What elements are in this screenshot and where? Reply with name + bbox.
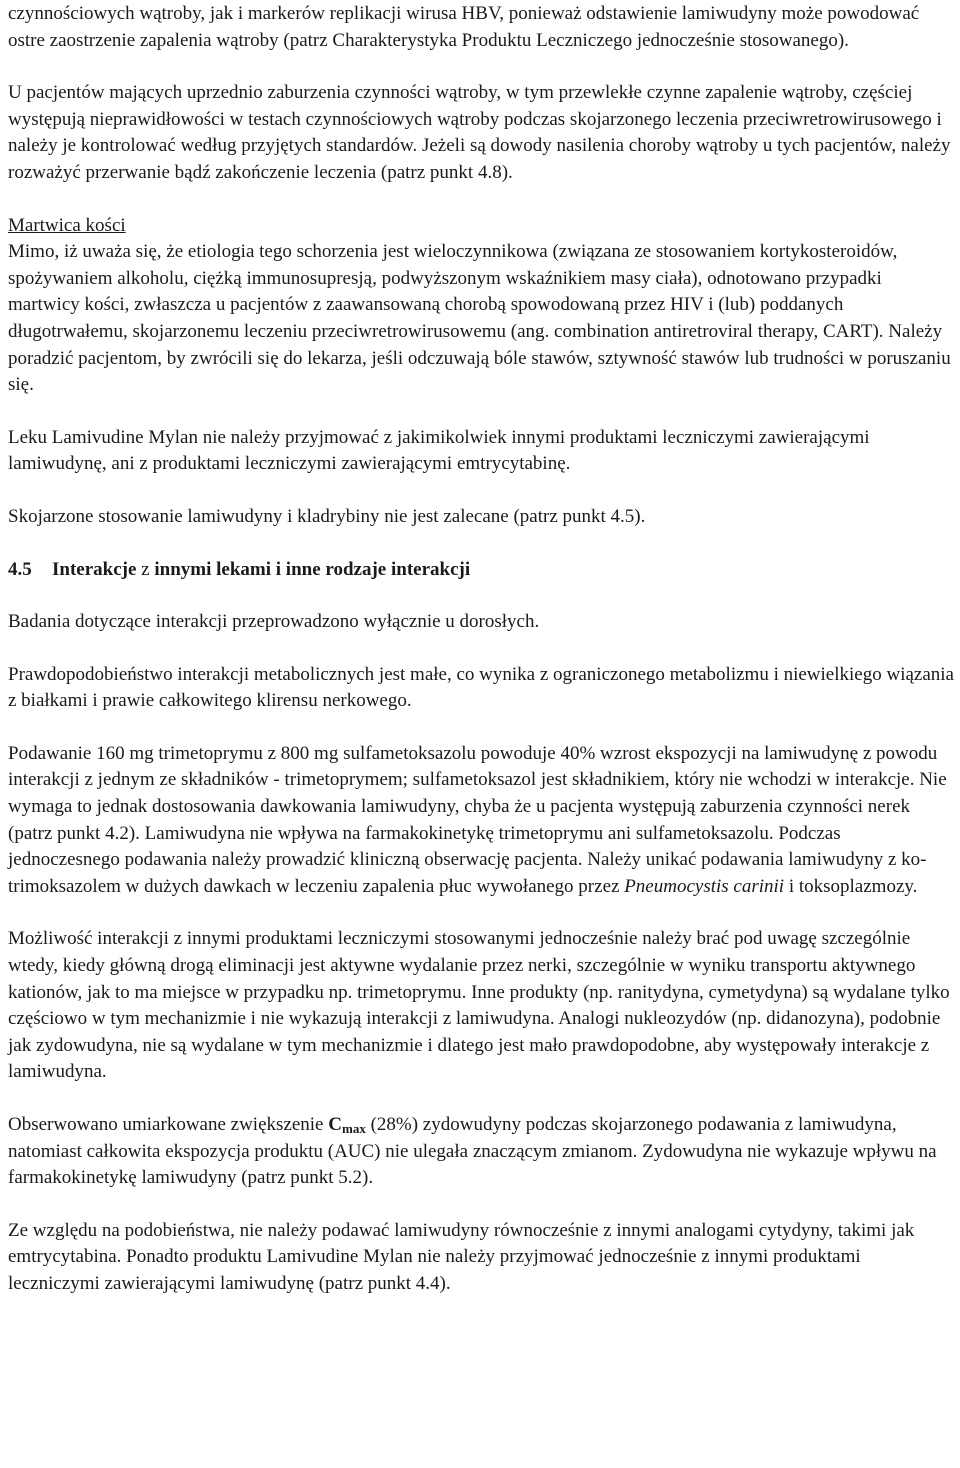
paragraph-cladribine: Skojarzone stosowanie lamiwudyny i kladrybiny nie jest zalecane (patrz punkt 4.5). [8, 505, 646, 527]
paragraph-metabolic-interactions: Prawdopodobieństwo interakcji metabolicznych jest małe, co wynika z ograniczonego metabolizmu i niewielkiego wiązania z białkami i prawie całkowitego klirensu nerkowego. [8, 663, 954, 712]
paragraph-no-combination-lamivudine: Leku Lamivudine Mylan nie należy przyjmować z jakimikolwiek innymi produktami leczniczymi zawierającymi lamiwudynę, ani z produktami leczniczymi zawierającymi emtrycytabinę. [8, 426, 870, 475]
paragraph-zidovudine-start: Obserwowano umiarkowane zwiększenie [8, 1114, 324, 1135]
section-number: 4.5 [8, 558, 32, 580]
paragraph-liver-dysfunction: U pacjentów mających uprzednio zaburzenia czynności wątroby, w tym przewlekłe czynne zapalenie wątroby, częściej występują nieprawidłowości w testach czynnościowych wątroby podczas skojarzonego leczenia przeciwretrowirusowego i należy je kontrolować według przyjętych standardów. Jeżeli są dowody nasilenia choroby wątroby u tych pacjentów, należy rozważyć przerwanie bądź zakończenie leczenia (patrz punkt 4.8). [8, 82, 951, 183]
pneumocystis-term: Pneumocystis carinii [624, 875, 785, 897]
paragraph-trimethoprim [8, 741, 956, 901]
section-heading-part-b: z [141, 558, 150, 580]
paragraph-zidovudine [8, 1112, 956, 1192]
paragraph-hbv-markers: czynnościowych wątroby, jak i markerów replikacji wirusa HBV, ponieważ odstawienie lamiwudyny może powodować ostre zaostrzenie zapalenia wątroby (patrz Charakterystyka Produktu Leczniczego jednocześnie stosowanego). [8, 3, 920, 51]
document-page [8, 1, 956, 1298]
cmax-symbol: C [328, 1114, 342, 1135]
section-heading-part-a: Interakcje [52, 558, 137, 580]
paragraph-osteonecrosis: Mimo, iż uważa się, że etiologia tego schorzenia jest wieloczynnikowa (związana ze stosowaniem kortykosteroidów, spożywaniem alkoholu, ciężką immunosupresją, podwyższonym wskaźnikiem masy ciała), odnotowano przypadki martwicy kości, zwłaszcza u pacjentów z zaawansowaną chorobą spowodowaną przez HIV i (lub) poddanych długotrwałemu, skojarzonemu leczeniu przeciwretrowirusowemu (ang. combination antiretroviral therapy, CART). Należy poradzić pacjentom, by zwrócili się do lekarza, jeśli odczuwają bóle stawów, sztywność stawów lub trudności w poruszaniu się. [8, 241, 951, 396]
cmax-subscript: max [341, 1121, 366, 1136]
paragraph-renal-elimination: Możliwość interakcji z innymi produktami leczniczymi stosowanymi jednocześnie należy brać pod uwagę szczególnie wtedy, kiedy główną drogą eliminacji jest aktywne wydalanie przez nerki, szczególnie w wyniku transportu aktywnego kationów, jak to ma miejsce w przypadku np. trimetoprymu. Inne produkty (np. ranitydyna, cymetydyna) są wydalane tylko częściowo w tym mechanizmie i nie wykazują interakcji z lamiwudyna. Analogi nukleozydów (np. didanozyna), podobnie jak zydowudyna, nie są wydalane w tym mechanizmie i dlatego jest mało prawdopodobne, aby występowały interakcje z lamiwudyna. [8, 928, 950, 1083]
section-heading-4-5 [8, 557, 956, 584]
paragraph-adults-only: Badania dotyczące interakcji przeprowadzono wyłącznie u dorosłych. [8, 611, 540, 633]
paragraph-zidovudine-rest: (28%) zydowudyny podczas skojarzonego podawania z lamiwudyna, natomiast całkowita ekspozycja produktu (AUC) nie ulegała znaczącym zmianom. Zydowudyna nie wykazuje wpływu na farmakokinetykę lamiwudyny (patrz punkt 5.2). [8, 1114, 937, 1189]
paragraph-trimethoprim-end: i toksoplazmozy. [788, 875, 918, 897]
section-heading-part-c: innymi lekami i inne rodzaje interakcji [154, 558, 471, 580]
paragraph-cytidine-analogues: Ze względu na podobieństwa, nie należy podawać lamiwudyny równocześnie z innymi analogami cytydyny, takimi jak emtrycytabina. Ponadto produktu Lamivudine Mylan nie należy przyjmować jednocześnie z innymi produktami leczniczymi zawierającymi lamiwudynę (patrz punkt 4.4). [8, 1219, 915, 1294]
section-title-osteonecrosis: Martwica kości [8, 214, 126, 236]
paragraph-trimethoprim-main: Podawanie 160 mg trimetoprymu z 800 mg sulfametoksazolu powoduje 40% wzrost ekspozycji na lamiwudynę z powodu interakcji z jednym ze składników - trimetoprymem; sulfametoksazol jest składnikiem, który nie wchodzi w interakcje. Nie wymaga to jednak dostosowania dawkowania lamiwudyny, chyba że u pacjenta występują zaburzenia czynności nerek (patrz punkt 4.2). Lamiwudyna nie wpływa na farmakokinetykę trimetoprymu ani sulfametoksazolu. Podczas jednoczesnego podawania należy prowadzić kliniczną obserwację pacjenta. Należy unikać podawania lamiwudyny z ko-trimoksazolem w dużych dawkach w leczeniu zapalenia płuc wywołanego przez [8, 742, 947, 897]
